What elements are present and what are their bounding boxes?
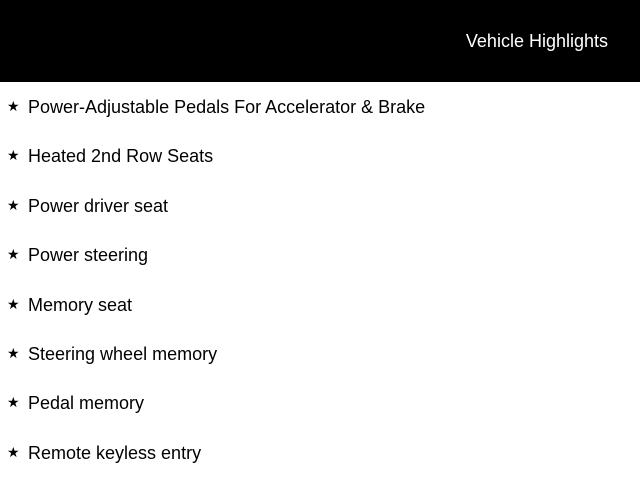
list-item: [0, 144, 640, 168]
star-icon: ★: [7, 394, 20, 410]
list-item: [0, 441, 640, 465]
list-item: [0, 243, 640, 267]
feature-label: Memory seat: [28, 295, 133, 315]
list-item: [0, 95, 640, 119]
star-icon: ★: [7, 296, 20, 312]
star-icon: ★: [7, 444, 20, 460]
page-title: Vehicle Highlights: [465, 31, 608, 51]
star-icon: ★: [7, 345, 20, 361]
feature-label: Steering wheel memory: [28, 344, 218, 364]
list-item: [0, 293, 640, 317]
header-bar: [0, 0, 640, 82]
star-icon: ★: [7, 98, 20, 114]
feature-label: Pedal memory: [28, 393, 145, 413]
feature-label: Power-Adjustable Pedals For Accelerator & Brake: [28, 97, 426, 117]
star-icon: ★: [7, 197, 20, 213]
feature-label: Power steering: [28, 245, 149, 265]
list-item: [0, 342, 640, 366]
star-icon: ★: [7, 147, 20, 163]
list-item: [0, 391, 640, 415]
feature-label: Heated 2nd Row Seats: [28, 146, 214, 166]
feature-label: Power driver seat: [28, 196, 169, 216]
list-item: [0, 194, 640, 218]
feature-label: Remote keyless entry: [28, 443, 202, 463]
star-icon: ★: [7, 246, 20, 262]
